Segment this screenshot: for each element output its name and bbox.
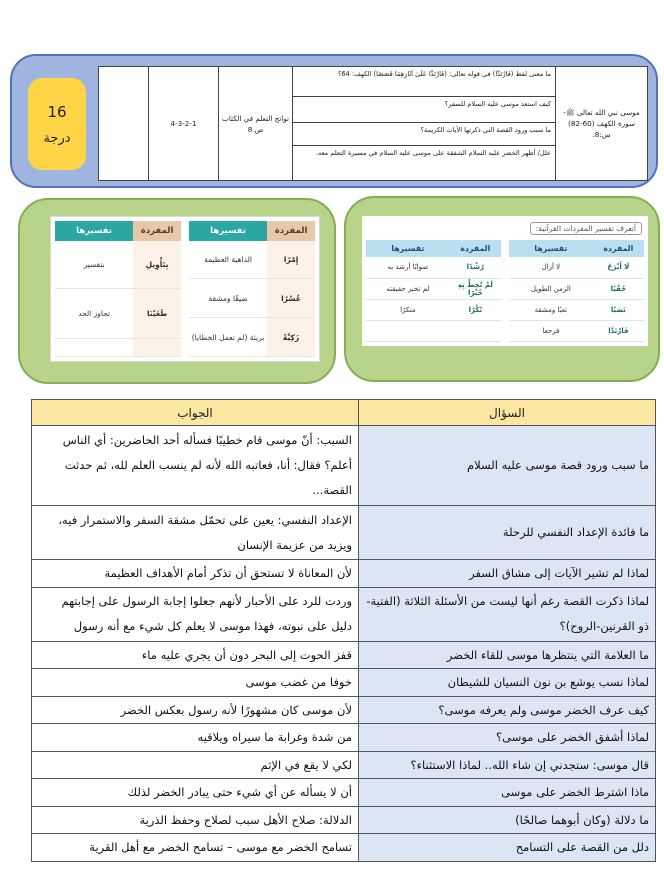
vocab-word xyxy=(133,339,181,357)
qa-answer: وردت للرد على الأحبار لأنهم جعلوا إجابة الرسول على إجابتهم دليل على نبوته، فهذا موسى لا يعلم كل شيء مع أنه رسول xyxy=(32,587,359,641)
assessment-question: ما معنى لفظ (فَارْتَدَّا) في قوله تعالى: (فَارْتَدَّا عَلَىٰ آثَارِهِمَا قَصَصًا) الكهف: 64؟ xyxy=(293,67,555,97)
table-row xyxy=(32,426,656,506)
vocab-word: زَكِيَّةً xyxy=(267,318,315,357)
qa-answer: الإعداد النفسي: يعين على تحمّل مشقة السفر والاستمرار فيه، ويزيد من عزيمة الإنسان xyxy=(32,506,359,560)
qa-header-question: السؤال xyxy=(359,400,656,426)
qa-question: لماذا نسب يوشع بن نون النسيان للشيطان xyxy=(359,669,656,697)
vocab-meaning: تجاوز الحد xyxy=(55,289,133,339)
table-row xyxy=(32,669,656,697)
qa-question: ما سبب ورود قصة موسى عليه السلام xyxy=(359,426,656,506)
lesson-title: موسى نبي الله تعالى ﷺ- سورة الكهف (60-82) س:8. xyxy=(555,67,647,180)
vocab-meaning: لا أزال xyxy=(509,257,593,278)
vocab-card xyxy=(50,216,320,362)
assessment-question: كيف استعد موسى عليه السلام للسفر؟ xyxy=(293,97,555,123)
header-meaning: تفسيرها xyxy=(366,240,450,257)
vocab-card xyxy=(362,216,648,346)
qa-question: ما دلالة (وكان أبوهما صالحًا) xyxy=(359,806,656,834)
qa-answer: لأن موسى كان مشهورًا لأنه رسول بعكس الخضر xyxy=(32,696,359,724)
header-word: المفردة xyxy=(267,221,315,241)
vocab-word: بِتَأْوِيلِ xyxy=(133,241,181,289)
vocab-table xyxy=(509,240,644,342)
vocab-panel-left xyxy=(18,198,336,384)
table-row xyxy=(32,560,656,588)
qa-answer: لكي لا يقع في الإثم xyxy=(32,751,359,779)
vocab-meaning: تعبًا ومشقة xyxy=(509,299,593,320)
table-row xyxy=(32,724,656,752)
assessment-questions xyxy=(292,67,555,180)
table-row xyxy=(32,834,656,862)
vocab-word: لَمْ تُحِطْ بِهِ خُبْرًا xyxy=(450,278,501,299)
table-row xyxy=(32,806,656,834)
vocab-meaning: لم تخبر حقيقته xyxy=(366,278,450,299)
header-meaning: تفسيرها xyxy=(189,221,267,241)
qa-answer: خوفا من غضب موسى xyxy=(32,669,359,697)
table-row xyxy=(32,779,656,807)
vocab-card-title: أتعرف تفسير المفردات القرآنية: xyxy=(530,222,642,235)
grade-badge xyxy=(28,78,86,170)
qa-question: لماذا أشفق الخضر على موسى؟ xyxy=(359,724,656,752)
qa-answer: الدلالة: صلاح الأهل سبب لصلاح وحفظ الذرية xyxy=(32,806,359,834)
qa-header-answer: الجواب xyxy=(32,400,359,426)
grade-label: درجة xyxy=(43,130,71,146)
qa-answer: أن لا يسأله عن أي شيء حتى يبادر الخضر لذلك xyxy=(32,779,359,807)
header-word: المفردة xyxy=(593,240,644,257)
qa-answer: لأن المعاناة لا تستحق أن تذكر أمام الأهداف العظيمة xyxy=(32,560,359,588)
vocab-meaning: منكرًا xyxy=(366,299,450,320)
vocab-word: عُسْرًا xyxy=(267,279,315,318)
qa-question: لماذا لم تشير الآيات إلى مشاق السفر xyxy=(359,560,656,588)
standards-numbers: 4-3-2-1 xyxy=(148,67,218,180)
assessment-question: ما سبب ورود القصة التي ذكرتها الآيات الكريمة؟ xyxy=(293,123,555,146)
table-row xyxy=(32,641,656,669)
table-row xyxy=(32,751,656,779)
grade-number: 16 xyxy=(47,102,67,121)
vocab-meaning xyxy=(55,339,133,357)
lesson-info-panel xyxy=(10,54,658,188)
qa-question: لماذا ذكرت القصة رغم أنها ليست من الأسئلة الثلاثة (الفتية- ذو القرنين-الروح)؟ xyxy=(359,587,656,641)
header-meaning: تفسيرها xyxy=(55,221,133,241)
header-word: المفردة xyxy=(450,240,501,257)
assessment-question: علل/ أظهر الخضر عليه السلام الشفقة على موسى عليه السلام في مسيرة التعلم معه. xyxy=(315,149,551,157)
vocab-meaning: الداهية العظيمة xyxy=(189,241,267,279)
qa-answer: السبب: أنّ موسى قام خطيبًا فسأله أحد الحاضرين: أي الناس أعلم؟ فقال: أنا، فعاتبه الله لأنه لم ينسب العلم لله، ثم حدثت القصة... xyxy=(32,426,359,506)
vocab-meaning xyxy=(366,320,450,341)
vocab-word xyxy=(450,320,501,341)
vocab-panel-right xyxy=(344,196,660,382)
learning-outcomes: نواتج التعلم في الكتاب ص 8 xyxy=(218,67,292,180)
qa-question: كيف عرف الخضر موسى ولم يعرفه موسى؟ xyxy=(359,696,656,724)
vocab-word: رُشْدًا xyxy=(450,257,501,278)
header-word: المفردة xyxy=(133,221,181,241)
vocab-word: حُقُبًا xyxy=(593,278,644,299)
vocab-table xyxy=(366,240,501,342)
vocab-meaning: بتفسير xyxy=(55,241,133,289)
vocab-word: نَصَبًا xyxy=(593,299,644,320)
vocab-word: نُكْرًا xyxy=(450,299,501,320)
qa-question: دلل من القصة على التسامح xyxy=(359,834,656,862)
qa-answer: تسامح الخضر مع موسى – تسامح الخضر مع أهل القرية xyxy=(32,834,359,862)
qa-answer: قفز الحوت إلى البحر دون أن يجري عليه ماء xyxy=(32,641,359,669)
vocab-meaning: فرجعا xyxy=(509,320,593,341)
table-row xyxy=(32,506,656,560)
qa-question: ما العلامة التي ينتظرها موسى للقاء الخضر xyxy=(359,641,656,669)
qa-table xyxy=(31,399,656,862)
lesson-info-table xyxy=(98,66,648,181)
vocab-word: فَارْتَدَّا xyxy=(593,320,644,341)
table-row xyxy=(32,587,656,641)
vocab-meaning: صوابًا أرشد به xyxy=(366,257,450,278)
table-row xyxy=(32,696,656,724)
qa-question: ما فائدة الإعداد النفسي للرحلة xyxy=(359,506,656,560)
vocab-word: لَا أَبْرَحُ xyxy=(593,257,644,278)
qa-question: ماذا اشترط الخضر على موسى xyxy=(359,779,656,807)
vocab-meaning: الزمن الطويل xyxy=(509,278,593,299)
header-meaning: تفسيرها xyxy=(509,240,593,257)
vocab-table xyxy=(55,221,181,357)
vocab-meaning: بريئة (لم تعمل الخطايا) xyxy=(189,318,267,357)
vocab-word: إِمْرًا xyxy=(267,241,315,279)
qa-question: قال موسى: ستجدني إن شاء الله.. لماذا الاستثناء؟ xyxy=(359,751,656,779)
vocab-meaning: ضيقًا ومشقة xyxy=(189,279,267,318)
qa-answer: من شدة وغرابة ما سيراه ويلاقيه xyxy=(32,724,359,752)
vocab-table xyxy=(189,221,315,357)
vocab-word: طَغَيْنَا xyxy=(133,289,181,339)
empty-cell xyxy=(99,67,148,180)
